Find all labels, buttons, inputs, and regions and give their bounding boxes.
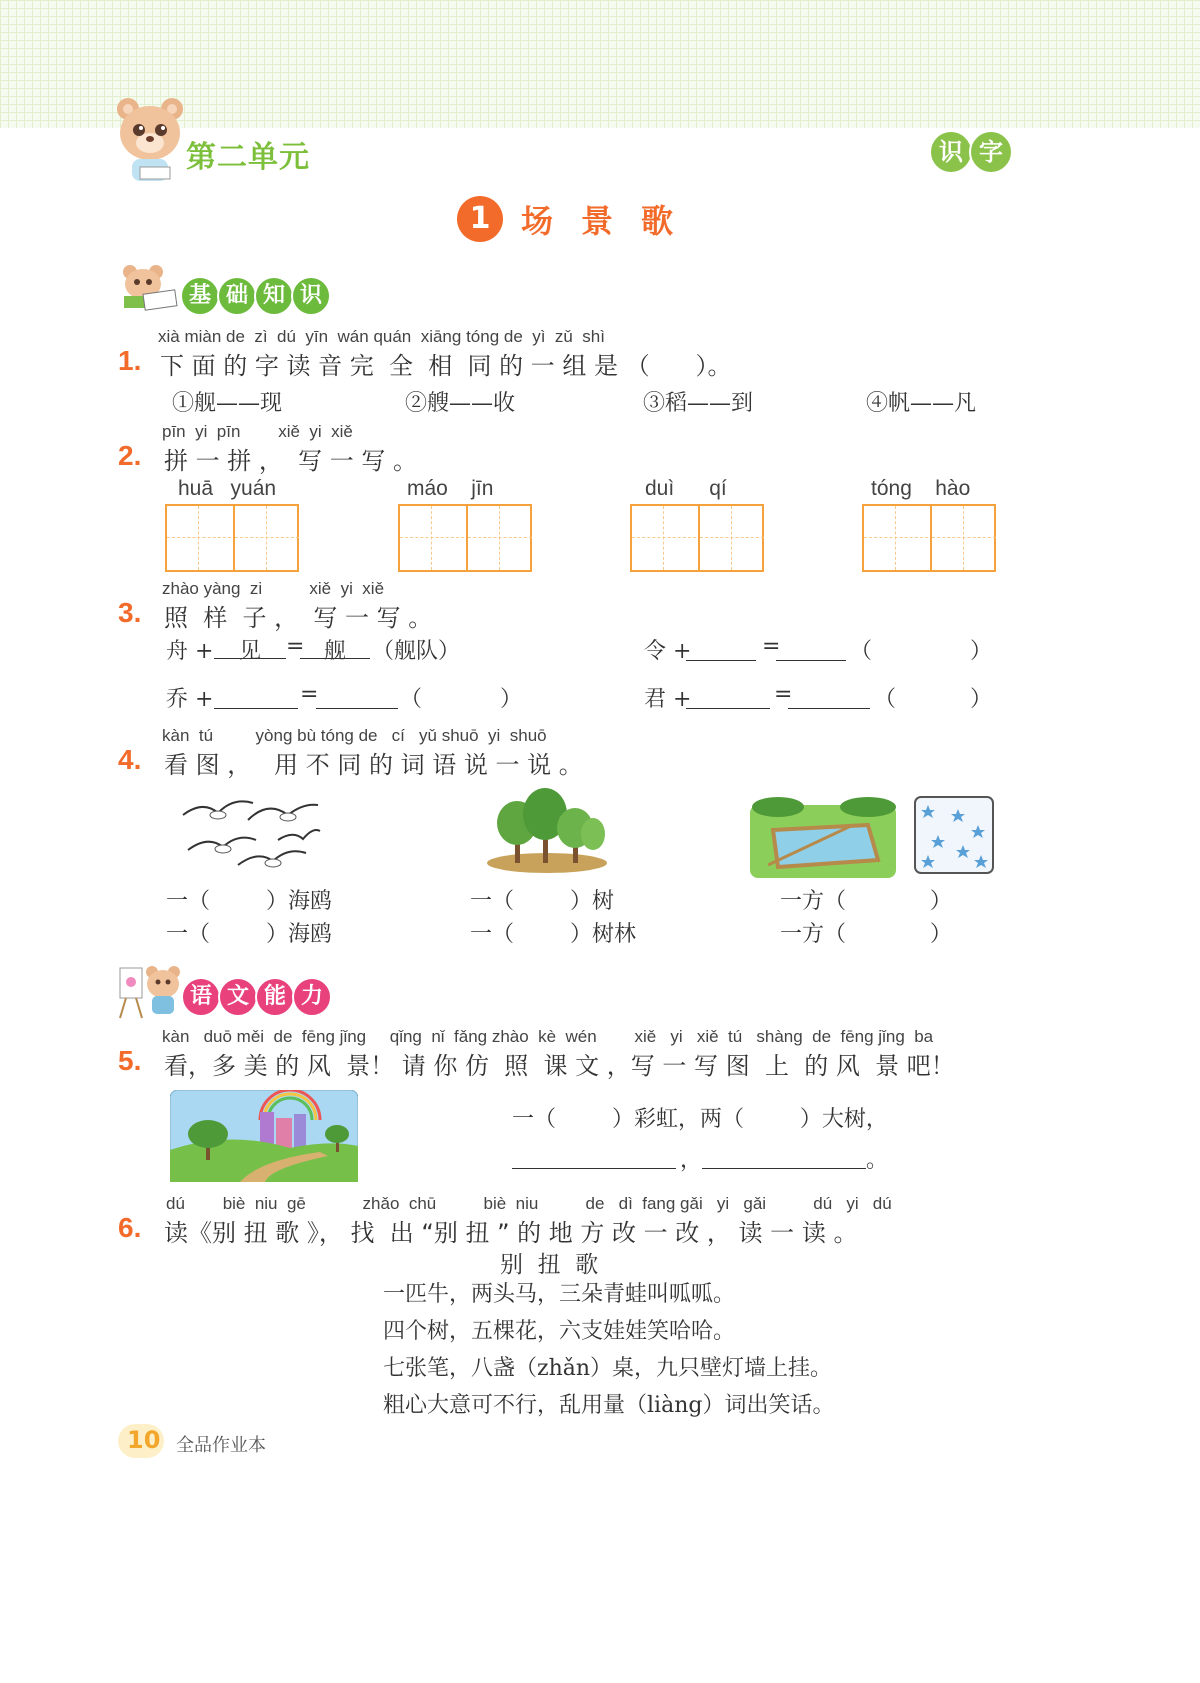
answer-blank[interactable] [512, 1144, 676, 1169]
writing-box[interactable] [398, 504, 532, 572]
q3-example-result: 舰 [300, 634, 370, 659]
q4-blank-pond: 一方（ ） [780, 922, 952, 947]
q1-number: 1. [118, 345, 142, 376]
answer-blank[interactable] [776, 636, 846, 661]
section-char: 基 [180, 276, 220, 316]
answer-blank[interactable] [686, 636, 756, 661]
answer-blank[interactable] [788, 684, 870, 709]
q3-paren-close: ） [970, 687, 993, 712]
answer-blank[interactable] [702, 1144, 866, 1169]
writing-box[interactable] [862, 504, 996, 572]
q3-number: 3. [118, 597, 142, 628]
q2-text: 拼 一 拼 ， 写 一 写 。 [164, 447, 418, 475]
q3-pinyin: zhào yàng zi xiě yi xiě [162, 579, 385, 598]
landscape-image [170, 1090, 358, 1182]
q5-period: 。 [866, 1148, 889, 1173]
poem-line: 粗心大意可不行，乱用量（liàng）词出笑话。 [383, 1393, 835, 1418]
q3-eq: = [774, 682, 793, 707]
q3-example-word: （舰队） [372, 639, 461, 664]
q1-option: ③稻——到 [643, 391, 754, 416]
q3-paren-close: ） [500, 687, 523, 712]
q6-number: 6. [118, 1212, 142, 1243]
answer-blank[interactable] [686, 684, 770, 709]
q3-example-part: 见 [214, 634, 286, 659]
q3-example-eq: = [286, 634, 305, 659]
poem-title: 别 扭 歌 [500, 1252, 599, 1278]
section-char: 础 [217, 276, 257, 316]
q2-item-pinyin: máo jīn [407, 477, 494, 500]
q3-text: 照 样 子 ， 写 一 写 。 [164, 604, 433, 632]
q3-paren-open: （ [850, 639, 873, 664]
q5-number: 5. [118, 1045, 142, 1076]
q1-pinyin: xià miàn de zì dú yīn wán quán xiāng tóng de yì zǔ shì [158, 327, 605, 346]
q2-number: 2. [118, 440, 142, 471]
answer-blank[interactable] [316, 684, 398, 709]
q2-item-pinyin: tóng hào [871, 477, 971, 500]
q4-pinyin: kàn tú yòng bù tóng de cí yǔ shuō yi shuō [162, 726, 547, 745]
q5-text: 看，多 美 的 风 景！ 请 你 仿 照 课 文 ，写 一 写 图 上 的 风 景 吧！ [164, 1052, 955, 1080]
section-char: 语 [181, 977, 221, 1017]
bear-mascot-icon [110, 95, 190, 185]
lesson-number: 1 [457, 196, 503, 242]
pond-image [748, 795, 898, 880]
poem-line: 七张笔，八盏（zhǎn）桌，九只壁灯墙上挂。 [383, 1356, 833, 1381]
poem-line: 四个树，五棵花，六支娃娃笑哈哈。 [383, 1319, 736, 1344]
lesson-title: 场景歌 [521, 202, 702, 240]
q4-blank-trees: 一（ ）树林 [470, 922, 636, 947]
q1-text: 下 面 的 字 读 音 完 全 相 同 的 一 组 是 （ ）。 [160, 352, 732, 380]
category-badge [933, 130, 1013, 174]
poem-line: 一匹牛，两头马，三朵青蛙叫呱呱。 [383, 1282, 736, 1307]
section-char: 知 [254, 276, 294, 316]
writing-box[interactable] [165, 504, 299, 572]
q4-blank-gulls: 一（ ）海鸥 [166, 922, 332, 947]
section-basic-knowledge [180, 276, 328, 316]
seagulls-image [178, 795, 323, 880]
q3-example-left: 舟 + [166, 639, 214, 664]
trees-image [485, 788, 610, 873]
unit-title: 第二单元 [186, 140, 310, 175]
q4-blank-trees: 一（ ）树 [470, 889, 614, 914]
q4-text: 看 图 ， 用 不 同 的 词 语 说 一 说 。 [164, 751, 583, 779]
answer-blank[interactable] [214, 684, 298, 709]
q3-eq: = [762, 634, 781, 659]
q3-paren-open: （ [874, 687, 897, 712]
q3-row-left: 君 + [644, 687, 692, 712]
q3-row-left: 令 + [644, 639, 692, 664]
q5-line1: 一（ ）彩虹，两（ ）大树， [512, 1107, 888, 1132]
q5-pinyin: kàn duō měi de fēng jǐng qǐng nǐ fǎng zhào kè wén xiě yi xiě tú shàng de fēng jǐng ba [162, 1027, 934, 1046]
q2-pinyin: pīn yi pīn xiě yi xiě [162, 422, 353, 441]
q2-item-pinyin: huā yuán [178, 477, 277, 500]
q1-option: ④帆——凡 [866, 391, 977, 416]
lesson-heading [457, 196, 701, 242]
q3-paren-close: ） [970, 639, 993, 664]
q3-eq: = [300, 682, 319, 707]
book-name: 全品作业本 [176, 1435, 266, 1456]
q6-text: 读《别 扭 歌 》， 找 出 “别 扭 ” 的 地 方 改 一 改 ， 读 一 读 。 [164, 1219, 858, 1247]
q3-row-left: 乔 + [166, 687, 214, 712]
section-char: 能 [255, 977, 295, 1017]
section-language-ability [181, 977, 329, 1017]
q4-blank-gulls: 一（ ）海鸥 [166, 889, 332, 914]
section-char: 力 [292, 977, 332, 1017]
starry-sky-image [913, 795, 995, 875]
bear-painting-icon [116, 962, 182, 1022]
q2-item-pinyin: duì qí [645, 477, 727, 500]
section-char: 识 [291, 276, 331, 316]
category-char: 字 [969, 130, 1013, 174]
section-char: 文 [218, 977, 258, 1017]
q3-paren-open: （ [400, 687, 423, 712]
bear-drawing-icon [116, 262, 180, 312]
writing-box[interactable] [630, 504, 764, 572]
category-char: 识 [929, 130, 973, 174]
q1-option: ①舰——现 [172, 391, 283, 416]
q4-number: 4. [118, 744, 142, 775]
q6-pinyin: dú biè niu gē zhǎo chū biè niu de dì fang gǎi yi gǎi dú yi dú [166, 1194, 892, 1213]
q4-blank-pond: 一方（ ） [780, 889, 952, 914]
page-number: 10 [127, 1426, 161, 1454]
q1-option: ②艘——收 [405, 391, 516, 416]
q5-comma: ， [680, 1148, 703, 1173]
